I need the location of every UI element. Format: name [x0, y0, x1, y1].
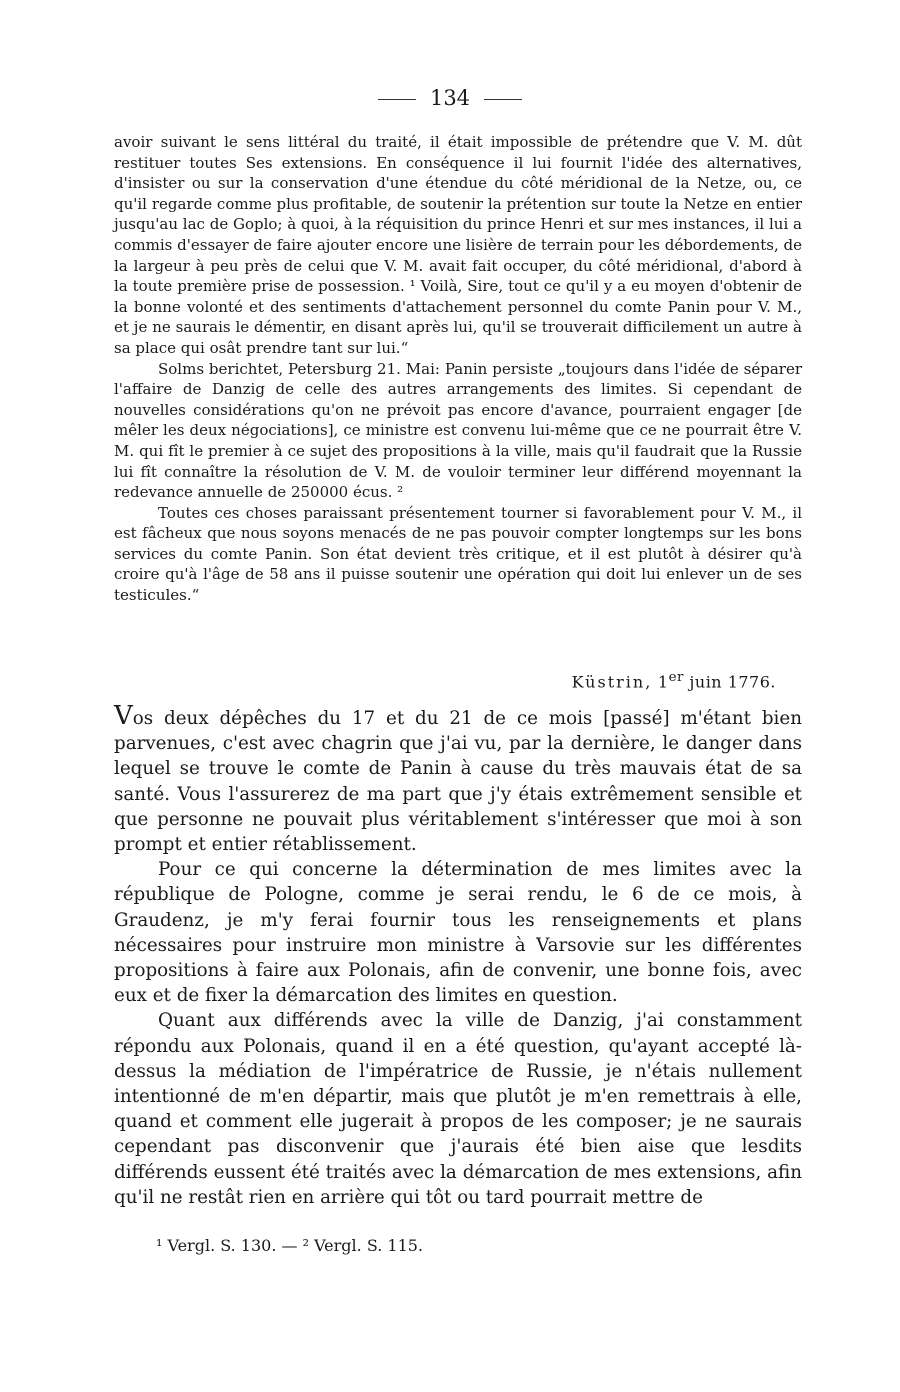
quoted-paragraph-1: avoir suivant le sens littéral du traité, il était impossible de prétendre que V. M. dût restituer toutes Ses extensions. En conséquence il lui fournit l'idée des alternatives, d'insister ou sur la conservation d'une étendue du côté méridional de la Netze, ou, ce qu'il regarde comme plus profitable, de soutenir la prétention sur toute la Netze en entier jusqu'au lac de Goplo; à quoi, à la réquisition du prince Henri et sur mes instances, il lui a commis d'essayer de faire ajouter encore une lisière de terrain pour les débordements, de la largeur à peu près de celui que V. M. avait fait occuper, du côté méridional, d'abord à la toute première prise de possession. ¹ Voilà, Sire, tout ce qu'il y a eu moyen d'obtenir de la bonne volonté et des sentiments d'attachement personnel du comte Panin pour V. M., et je ne saurais le démentir, en disant après lui, qu'il se trouverait difficilement un autre à sa place qui osât prendre tant sur lui.“: [114, 133, 802, 357]
dateline-day-suffix: er: [668, 670, 684, 685]
header-rule-left: [378, 99, 416, 100]
letter-body: [114, 701, 802, 1210]
letter-paragraph-1-text: os deux dépêches du 17 et du 21 de ce mois [passé] m'étant bien parvenues, c'est avec chagrin que j'ai vu, par la dernière, le danger dans lequel se trouve le comte de Panin à cause du très mauvais état de sa santé. Vous l'assurerez de ma part que j'y étais extrêmement sensible et que personne ne pouvait plus véritablement s'intéresser que moi à son prompt et entier rétablissement.: [114, 708, 802, 856]
letter-paragraph-3: Quant aux différends avec la ville de Danzig, j'ai constamment répondu aux Polonais, quand il en a été question, qu'ayant accepté là-dessus la médiation de l'impératrice de Russie, je n'étais nullement intentionné de m'en départir, mais que plutôt je m'en remettrais à elle, quand et comment elle jugerait à propos de les composer; je ne saurais cependant pas disconvenir que j'aurais été bien aise que lesdits différends eussent été traités avec la démarcation de mes extensions, afin qu'il ne restât rien en arrière qui tôt ou tard pourrait mettre de: [114, 1010, 802, 1208]
dateline-rest: juin 1776.: [689, 672, 776, 692]
letter-dropcap: V: [114, 701, 133, 731]
letter-paragraph-1: [114, 701, 802, 857]
footnote-text: ¹ Vergl. S. 130. — ² Vergl. S. 115.: [156, 1236, 424, 1255]
quoted-paragraph-2: Solms berichtet, Petersburg 21. Mai: Panin persiste „toujours dans l'idée de séparer l'affaire de Danzig de celle des autres arrangements des limites. Si cependant de nouvelles considérations qu'on ne prévoit pas encore d'avance, pourraient engager [de mêler les deux négociations], ce ministre est convenu lui-même que ce ne pourrait être V. M. qui fît le premier à ce sujet des propositions à la ville, mais qu'il faudrait que la Russie lui fît connaître la résolution de V. M. de vouloir terminer leur différend moyennant la redevance annuelle de 250000 écus. ²: [114, 359, 802, 502]
header-rule-right: [484, 99, 522, 100]
letter-paragraph-2: Pour ce qui concerne la détermination de mes limites avec la république de Pologne, comme je serai rendu, le 6 de ce mois, à Graudenz, je m'y ferai fournir tous les renseignements et plans nécessaires pour instruire mon ministre à Varsovie sur les différentes propositions à faire aux Polonais, afin de convenir, une bonne fois, avec eux et de fixer la démarcation des limites en question.: [114, 859, 802, 1007]
dateline-day: 1: [657, 672, 669, 692]
page-number: [0, 86, 900, 110]
quoted-report: [114, 132, 802, 606]
dateline-place: Küstrin,: [571, 672, 653, 692]
dateline: [572, 670, 776, 691]
quoted-paragraph-3: Toutes ces choses paraissant présentement tourner si favorablement pour V. M., il est fâcheux que nous soyons menacés de ne pas pouvoir compter longtemps sur les bons services du comte Panin. Son état devient très critique, et il est plutôt à désirer qu'à croire qu'à l'âge de 58 ans il puisse soutenir une opération qui doit lui enlever un de ses testicules.“: [114, 503, 802, 605]
page-number-text: 134: [429, 86, 471, 110]
footnotes: [156, 1236, 423, 1255]
